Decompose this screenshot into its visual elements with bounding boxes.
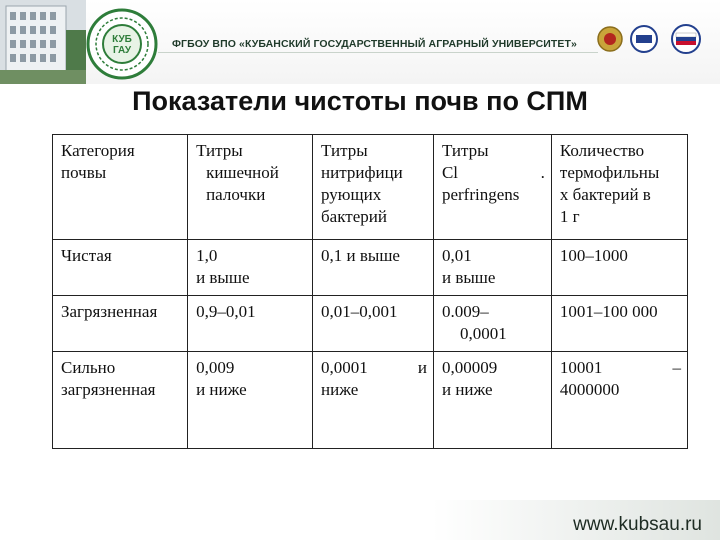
svg-text:ГАУ: ГАУ: [112, 45, 132, 56]
cell-category: Сильно загрязненная: [53, 352, 188, 449]
award-badges: [596, 22, 712, 56]
university-logo: [86, 8, 158, 80]
cell-nitrif: 0,0001 и ниже: [313, 352, 434, 449]
table-row: [53, 352, 688, 449]
cell-cl: 0,00009 и ниже: [433, 352, 551, 449]
website-link[interactable]: www.kubsau.ru: [573, 514, 702, 535]
slide-title: Показатели чистоты почв по СПМ: [132, 86, 588, 116]
header-nitrifying-titer: Титры нитрифици рующих бактерий: [313, 135, 434, 240]
cell-count: 1001–100 000: [551, 296, 687, 352]
header-coli-titer: Титры кишечной палочки: [188, 135, 313, 240]
cell-nitrif: 0,1 и выше: [313, 240, 434, 296]
cell-coli: 1,0 и выше: [188, 240, 313, 296]
header-divider: [158, 52, 598, 53]
table-header-row: [53, 135, 688, 240]
university-name: ФГБОУ ВПО «КУБАНСКИЙ ГОСУДАРСТВЕННЫЙ АГРАРНЫЙ УНИВЕРСИТЕТ»: [172, 38, 577, 50]
cell-category: Чистая: [53, 240, 188, 296]
cell-count: 10001 – 4000000: [551, 352, 687, 449]
header-thermophilic-count: Количество термофильны х бактерий в 1 г: [551, 135, 687, 240]
soil-cleanliness-table: [52, 134, 688, 449]
cell-cl: 0,01 и выше: [433, 240, 551, 296]
cell-count: 100–1000: [551, 240, 687, 296]
cell-coli: 0,9–0,01: [188, 296, 313, 352]
cell-category: Загрязненная: [53, 296, 188, 352]
cell-nitrif: 0,01–0,001: [313, 296, 434, 352]
header-category: Категория почвы: [53, 135, 188, 240]
cell-coli: 0,009 и ниже: [188, 352, 313, 449]
header-cl-perfringens-titer: Титры Cl . perfringens: [433, 135, 551, 240]
table-row: [53, 240, 688, 296]
header-band: [0, 0, 720, 84]
svg-text:КУБ: КУБ: [112, 34, 132, 45]
campus-building-image: [0, 0, 86, 84]
cell-cl: 0.009– 0,0001: [433, 296, 551, 352]
table-row: [53, 296, 688, 352]
